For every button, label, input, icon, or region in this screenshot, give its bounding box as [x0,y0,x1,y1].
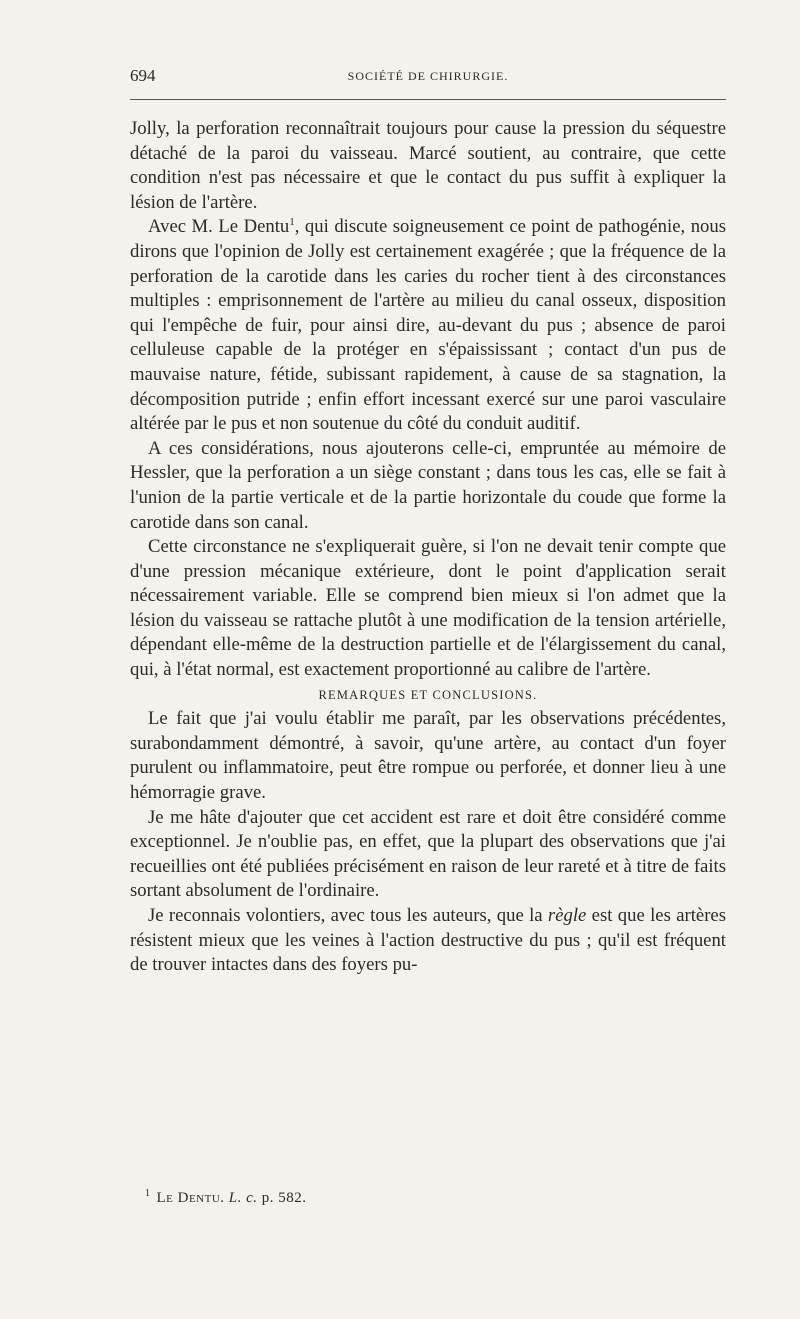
footnote-reference: 1 [289,216,295,229]
paragraph: Jolly, la perforation reconnaîtrait toujours pour cause la pression du séquestre détaché de la paroi du vaisseau. Marcé soutient, au contraire, que cette condition n'est pas nécessaire et que le contact du pus suffit à expliquer la lésion de l'artère. [130,118,726,213]
paragraph: A ces considérations, nous ajouterons celle-ci, empruntée au mémoire de Hessler, que la perforation a un siège constant ; dans tous les cas, elle se fait à l'union de la partie verticale et de la partie horizontale du coude que forme la carotide dans son canal. [130,437,726,533]
header-rule [130,99,726,100]
paragraph [130,904,726,978]
footnote-separator: . [220,1190,229,1206]
paragraph-text: , qui discute soigneusement ce point de pathogénie, nous dirons que l'opinion de Jolly est certainement exagérée ; que la fréquence de la perforation de la carotide dans les caries du rocher tient à des circonstances multiples : emprisonnement de l'artère au milieu du canal osseux, disposition qui l'empêche de fuir, pour ainsi dire, au-devant du pus ; absence de paroi celluleuse capable de la protéger en s'épaississant ; contact d'un pus de mauvaise nature, fétide, subissant rapidement, à cause de sa stagnation, la décomposition putride ; enfin effort incessant exercé sur une paroi vasculaire altérée par le pus et non soutenue du côté du conduit auditif. [130,216,726,435]
paragraph-text: Avec M. Le Dentu [148,216,290,238]
paragraph-text: Je reconnais volontiers, avec tous les auteurs, que la [148,905,548,926]
paragraph-text: est que les artères résistent mieux que les veines à l'action destructive du pus ; qu'il est fréquent de trouver intactes dans des foyers pu- [130,905,726,976]
paragraph: Cette circonstance ne s'expliquerait guère, si l'on ne devait tenir compte que d'une pression mécanique extérieure, dont le point d'application serait nécessairement variable. Elle se comprend bien mieux si l'on admet que la lésion du vaisseau se rattache plutôt à une modification de la tension artérielle, dépendant elle-même de la destruction partielle et de l'élargissement du canal, qui, à l'état normal, est exactement proportionné au calibre de l'artère. [130,536,726,681]
body-text [130,117,726,978]
paragraph: Le fait que j'ai voulu établir me paraît, par les observations précédentes, surabondamment démontré, à savoir, qu'une artère, au contact d'un foyer purulent ou inflammatoire, peut être rompue ou perforée, et donner lieu à une hémorragie grave. [130,708,726,804]
footnote-mark: 1 [145,1188,151,1199]
running-title: SOCIÉTÉ DE CHIRURGIE. [347,69,509,83]
page-header [130,66,726,90]
footnote-page: p. 582. [261,1190,307,1206]
paragraph [130,215,726,436]
emphasis: règle [547,905,587,926]
footnote-author: Le Dentu [156,1190,221,1206]
section-heading: REMARQUES ET CONCLUSIONS. [318,687,538,702]
footnote-ref: L. c. [228,1190,258,1206]
paragraph: Je me hâte d'ajouter que cet accident est rare et doit être considéré comme exceptionnel. Je n'oublie pas, en effet, que la plupart des observations que j'ai recueillies ont été publiées précisément en raison de leur rareté et à titre de faits sortant absolument de l'ordinaire. [130,806,726,902]
page-number: 694 [130,66,156,85]
footnote [145,1188,307,1207]
